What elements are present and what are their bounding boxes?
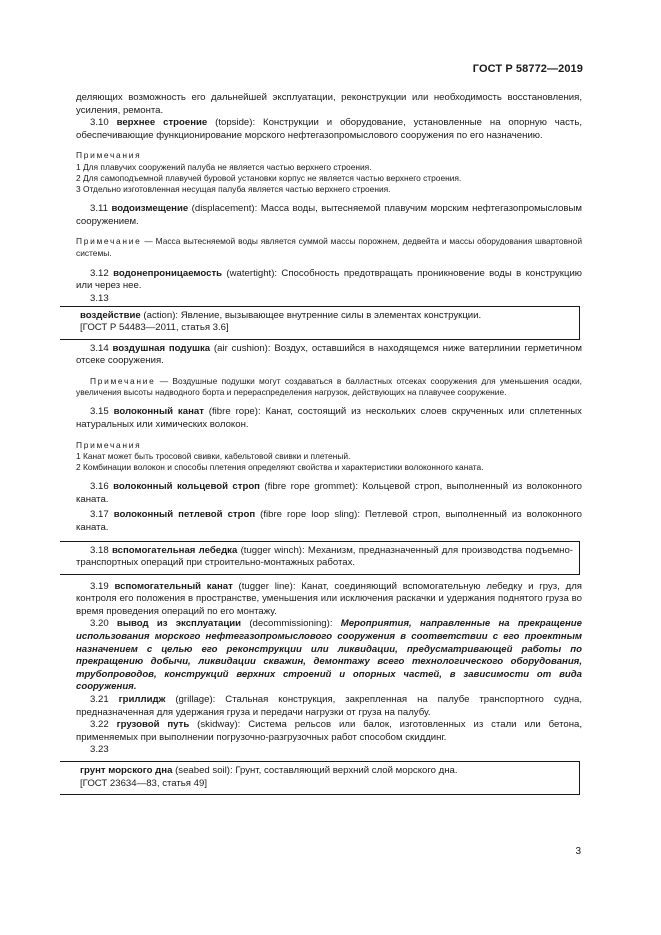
- term-definition-emphasis: Мероприятия, направленные на прекращение использования морского нефтегазопромыслового сооружения в соответствии с его проектным назначением с целью его реконструкции или ликвидации, предусматривающей работы по прекращению добычи, ликвидации скважин, демонтажу всего технологического оборудования, трубопроводов, конструкций верхних строений и опорных частей, в зависимости от вида сооружения.: [76, 618, 582, 693]
- term-number: 3.21: [90, 694, 109, 706]
- term-3-11: [76, 203, 582, 228]
- paragraph-continuation: деляющих возможность его дальнейшей эксплуатации, реконструкции или необходимость восстановления, усиления, ремонта.: [76, 92, 582, 116]
- note-item: 3 Отдельно изготовленная несущая палуба является частью верхнего строения.: [76, 183, 391, 194]
- term-number: 3.20: [90, 618, 109, 630]
- term-3-17: [76, 509, 582, 534]
- term-definition: (skidway): Система рельсов или балок, изготовленных из стали или бетона, применяемых при выполнении погрузочно-разгрузочных работ способом скиддинг.: [76, 719, 582, 743]
- term-definition: (seabed soil): Грунт, составляющий верхний слой морского дна.: [172, 765, 458, 777]
- term-3-12: [76, 268, 582, 293]
- standard-header: ГОСТ Р 58772—2019: [472, 63, 583, 75]
- term-definition: (grillage): Стальная конструкция, закрепленная на палубе транспортного судна, предназначенная для удержания груза и передачи нагрузки от груза на палубу.: [76, 694, 582, 718]
- term-number: 3.19: [90, 580, 109, 592]
- term-name: грунт морского дна: [80, 765, 173, 777]
- term-number: 3.10: [90, 117, 109, 129]
- note-label: Примечание: [76, 236, 142, 247]
- term-3-21: [76, 694, 582, 719]
- term-name: вывод из эксплуатации: [116, 618, 242, 630]
- term-definition: (fibre rope grommet): Кольцевой строп, выполненный из волоконного каната.: [76, 481, 582, 505]
- note-item: 2 Комбинации волокон и способы плетения определяют свойства и характеристики волоконного каната.: [76, 461, 484, 472]
- term-definition: (watertight): Способность предотвращать проникновение воды в конструкцию или через нее.: [76, 267, 582, 292]
- term-name: волоконный канат: [113, 406, 204, 418]
- term-name: воздушная подушка: [112, 342, 211, 354]
- term-definition: (decommissioning):: [241, 618, 341, 630]
- note-item: 1 Для плавучих сооружений палуба не является частью верхнего строения.: [76, 161, 372, 172]
- term-number: 3.15: [90, 406, 109, 418]
- term-name: гриллидж: [118, 694, 166, 706]
- note-3-11: [76, 236, 582, 258]
- term-3-18-box: [60, 541, 580, 575]
- term-number: 3.11: [90, 203, 108, 215]
- notes-3-15: [76, 440, 582, 474]
- term-name: водонепроницаемость: [113, 267, 223, 279]
- term-definition: (topside): Конструкции и оборудование, установленные на опорную часть, обеспечивающие функционирование морского нефтегазопромыслового сооружения по его назначению.: [76, 117, 582, 141]
- note-text: — Воздушные подушки могут создаваться в балластных отсеках сооружения для уменьшения осадки, увеличения высоты надводного борта и перераспределения нагрузок, действующих на плавучее сооружение.: [76, 375, 582, 398]
- term-number: 3.12: [90, 267, 109, 279]
- notes-3-10: [76, 150, 582, 195]
- term-3-19: [76, 581, 582, 619]
- term-definition: (tugger winch): Механизм, предназначенный для производства подъемно-транспортных операций при строительно-монтажных работах.: [76, 544, 573, 569]
- term-3-14: [76, 343, 582, 368]
- note-3-14: [76, 376, 582, 398]
- note-item: 2 Для самоподъемной плавучей буровой установки корпус не является частью верхнего строения.: [76, 172, 462, 183]
- term-name: вспомогательная лебедка: [111, 544, 238, 556]
- term-3-10: [76, 117, 582, 142]
- document-body: [76, 92, 582, 795]
- term-name: верхнее строение: [116, 117, 208, 129]
- term-definition: (action): Явление, вызывающее внутренние силы в элементах конструкции.: [140, 309, 482, 321]
- notes-heading: Примечания: [76, 439, 142, 450]
- term-number: 3.17: [90, 509, 109, 521]
- term-definition: (displacement): Масса воды, вытесняемой плавучим морским нефтегазопромысловым сооружением.: [76, 203, 582, 227]
- term-3-22: [76, 719, 582, 744]
- term-3-23-box: [60, 761, 580, 795]
- term-name: вспомогательный канат: [114, 580, 233, 592]
- term-name: волоконный кольцевой строп: [113, 481, 260, 493]
- page-number: 3: [575, 846, 581, 857]
- note-label: Примечание: [90, 375, 156, 386]
- note-text: — Масса вытесняемой воды является суммой массы порожнем, дедвейта и массы оборудования швартовной системы.: [76, 236, 582, 258]
- term-number: 3.16: [90, 481, 109, 493]
- term-reference: [ГОСТ 23634—83, статья 49]: [80, 777, 207, 789]
- term-3-16: [76, 481, 582, 506]
- notes-heading: Примечания: [76, 150, 142, 161]
- term-number: 3.14: [90, 342, 109, 354]
- term-definition: (fibre rope loop sling): Петлевой строп, выполненный из волоконного каната.: [76, 509, 582, 533]
- term-3-15: [76, 406, 582, 431]
- term-name: водоизмещение: [111, 203, 189, 215]
- term-number: 3.22: [90, 719, 109, 731]
- term-3-13-box: [60, 306, 580, 340]
- term-definition: (fibre rope): Канат, состоящий из нескольких слоев скрученных или сплетенных натуральных или химических волокон.: [76, 406, 582, 430]
- term-3-20: [76, 618, 582, 694]
- term-name: грузовой путь: [116, 719, 190, 731]
- term-3-13-number: 3.13: [90, 292, 109, 304]
- term-reference: [ГОСТ Р 54483—2011, статья 3.6]: [80, 322, 229, 334]
- term-name: волоконный петлевой строп: [113, 509, 256, 521]
- term-definition: (tugger line): Канат, соединяющий вспомогательную лебедку и груз, для контроля его положения в пространстве, уменьшения или исключения раскачки и удержания поднятого груза во время проведения операций по его монтажу.: [76, 580, 582, 617]
- term-3-23-number: 3.23: [90, 744, 109, 756]
- term-definition: (air cushion): Воздух, оставшийся в находящемся ниже ватерлинии герметичном отсеке сооружения.: [76, 342, 582, 367]
- term-number: 3.18: [90, 544, 109, 556]
- term-name: воздействие: [80, 309, 141, 321]
- note-item: 1 Канат может быть тросовой свивки, кабельтовой свивки и плетеный.: [76, 450, 351, 461]
